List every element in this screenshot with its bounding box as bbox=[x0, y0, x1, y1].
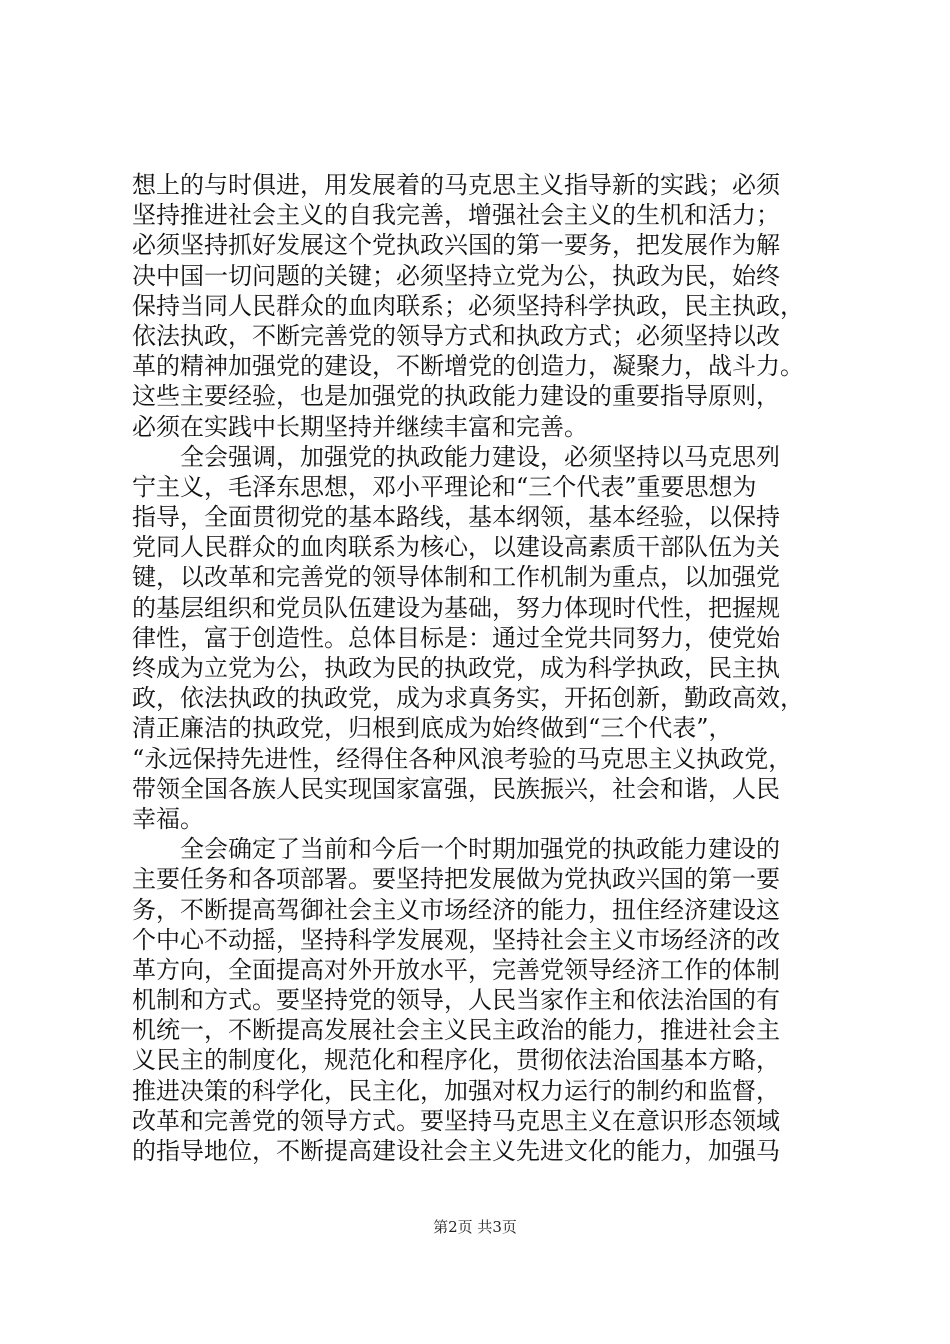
text-line: 务，不断提高驾御社会主义市场经济的能力，扭住经济建设这 bbox=[132, 895, 780, 924]
text-line: 键，以改革和完善党的领导体制和工作机制为重点，以加强党 bbox=[132, 563, 780, 592]
text-line: 改革和完善党的领导方式。要坚持马克思主义在意识形态领域 bbox=[132, 1106, 780, 1135]
text-line: 政，依法执政的执政党，成为求真务实，开拓创新，勤政高效， bbox=[132, 684, 804, 713]
text-line: 革方向，全面提高对外开放水平，完善党领导经济工作的体制 bbox=[132, 955, 780, 984]
text-line: 幸福。 bbox=[132, 804, 204, 833]
text-line: 主要任务和各项部署。要坚持把发展做为党执政兴国的第一要 bbox=[132, 865, 780, 894]
text-line: 决中国一切问题的关键；必须坚持立党为公，执政为民，始终 bbox=[132, 261, 780, 290]
text-line: 推进决策的科学化，民主化，加强对权力运行的制约和监督， bbox=[132, 1076, 780, 1105]
text-line: 终成为立党为公，执政为民的执政党，成为科学执政，民主执 bbox=[132, 654, 780, 682]
text-line: 坚持推进社会主义的自我完善，增强社会主义的生机和活力； bbox=[132, 201, 780, 230]
text-line: 必须坚持抓好发展这个党执政兴国的第一要务，把发展作为解 bbox=[132, 231, 780, 260]
text-line: 清正廉洁的执政党，归根到底成为始终做到“三个代表”， bbox=[132, 714, 733, 743]
text-line: 个中心不动摇，坚持科学发展观，坚持社会主义市场经济的改 bbox=[132, 925, 780, 954]
text-line: 的指导地位，不断提高建设社会主义先进文化的能力，加强马 bbox=[132, 1137, 780, 1165]
text-line: 律性，富于创造性。总体目标是：通过全党共同努力，使党始 bbox=[132, 623, 780, 652]
text-line: 全会确定了当前和今后一个时期加强党的执政能力建设的 bbox=[132, 835, 780, 864]
text-line: 依法执政，不断完善党的领导方式和执政方式；必须坚持以改 bbox=[132, 321, 780, 350]
text-line: 党同人民群众的血肉联系为核心，以建设高素质干部队伍为关 bbox=[132, 533, 780, 562]
text-line: 机制和方式。要坚持党的领导，人民当家作主和依法治国的有 bbox=[132, 986, 780, 1015]
document-body bbox=[132, 170, 822, 1166]
text-line: 这些主要经验，也是加强党的执政能力建设的重要指导原则， bbox=[132, 382, 780, 411]
text-line: 全会强调，加强党的执政能力建设，必须坚持以马克思列 bbox=[132, 442, 780, 471]
text-line: 革的精神加强党的建设，不断增党的创造力，凝聚力，战斗力。 bbox=[132, 352, 804, 381]
text-line: 必须在实践中长期坚持并继续丰富和完善。 bbox=[132, 412, 588, 441]
text-line: 带领全国各族人民实现国家富强，民族振兴，社会和谐，人民 bbox=[132, 774, 780, 803]
text-line: 指导，全面贯彻党的基本路线，基本纲领，基本经验，以保持 bbox=[132, 503, 780, 532]
text-line: 机统一，不断提高发展社会主义民主政治的能力，推进社会主 bbox=[132, 1016, 780, 1045]
text-line: 想上的与时俱进，用发展着的马克思主义指导新的实践；必须 bbox=[132, 171, 780, 199]
text-line: 宁主义，毛泽东思想，邓小平理论和“三个代表”重要思想为 bbox=[132, 472, 757, 501]
text-line: 保持当同人民群众的血肉联系；必须坚持科学执政，民主执政， bbox=[132, 291, 804, 320]
text-line: 的基层组织和党员队伍建设为基础，努力体现时代性，把握规 bbox=[132, 593, 780, 622]
page-footer: 第2页 共3页 bbox=[433, 1218, 517, 1236]
text-line: 义民主的制度化，规范化和程序化，贯彻依法治国基本方略， bbox=[132, 1046, 780, 1075]
text-line: “永远保持先进性，经得住各种风浪考验的马克思主义执政党， bbox=[132, 744, 793, 773]
